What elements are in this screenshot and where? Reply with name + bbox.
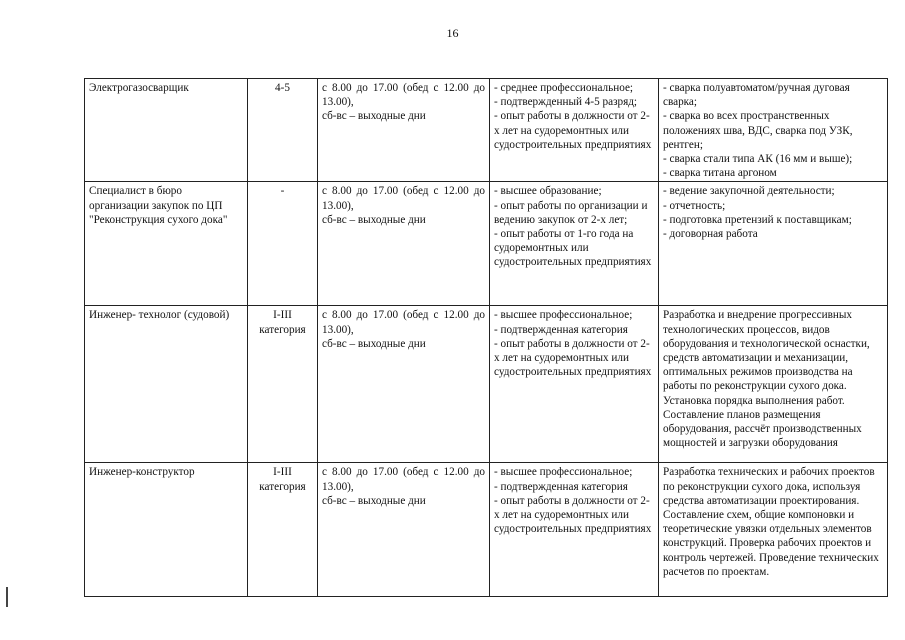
position-cell: Инженер-конструктор	[85, 463, 248, 597]
vacancies-table	[84, 78, 888, 597]
grade-cell: -	[248, 182, 318, 306]
position-cell: Инженер- технолог (судовой)	[85, 306, 248, 463]
table-row	[85, 79, 888, 182]
position-cell: Специалист в бюро организации закупок по ЦП "Реконструкция сухого дока"	[85, 182, 248, 306]
requirements-cell: - высшее профессиональное; - подтвержденная категория - опыт работы в должности от 2-х лет на судоремонтных или судостроительных предприятиях	[490, 306, 659, 463]
hours-cell: с 8.00 до 17.00 (обед с 12.00 до 13.00), сб-вс – выходные дни	[318, 306, 490, 463]
hours-cell: с 8.00 до 17.00 (обед с 12.00 до 13.00), сб-вс – выходные дни	[318, 79, 490, 182]
grade-cell: 4-5	[248, 79, 318, 182]
hours-cell: с 8.00 до 17.00 (обед с 12.00 до 13.00), сб-вс – выходные дни	[318, 182, 490, 306]
hours-cell: с 8.00 до 17.00 (обед с 12.00 до 13.00), сб-вс – выходные дни	[318, 463, 490, 597]
table-row	[85, 306, 888, 463]
duties-cell: - сварка полуавтоматом/ручная дуговая сварка; - сварка во всех пространственных положениях шва, ВДС, сварка под УЗК, рентген; - сварка стали типа АК (16 мм и выше); - сварка титана аргоном	[659, 79, 888, 182]
grade-cell: I-III категория	[248, 306, 318, 463]
position-cell: Электрогазосварщик	[85, 79, 248, 182]
scan-edge-mark	[6, 587, 8, 607]
table-row	[85, 463, 888, 597]
duties-cell: Разработка и внедрение прогрессивных технологических процессов, видов оборудования и технологической оснастки, средств автоматизации и механизации, оптимальных режимов производства на работы по реконструкции сухого дока. Установка порядка выполнения работ. Составление планов размещения оборудования, рассчёт производственных мощностей и загрузки оборудования	[659, 306, 888, 463]
table-row	[85, 182, 888, 306]
page-number: 16	[446, 26, 459, 40]
duties-cell: - ведение закупочной деятельности; - отчетность; - подготовка претензий к поставщикам; - договорная работа	[659, 182, 888, 306]
requirements-cell: - высшее профессиональное; - подтвержденная категория - опыт работы в должности от 2-х лет на судоремонтных или судостроительных предприятиях	[490, 463, 659, 597]
duties-cell: Разработка технических и рабочих проектов по реконструкции сухого дока, используя средства автоматизации проектирования. Составление схем, общие компоновки и теоретические увязки отдельных элементов конструкций. Проверка рабочих проектов и контроль чертежей. Проведение технических расчетов по проектам.	[659, 463, 888, 597]
grade-cell: I-III категория	[248, 463, 318, 597]
requirements-cell: - высшее образование; - опыт работы по организации и ведению закупок от 2-х лет; - опыт работы от 1-го года на судоремонтных или судостроительных предприятиях	[490, 182, 659, 306]
requirements-cell: - среднее профессиональное; - подтвержденный 4-5 разряд; - опыт работы в должности от 2-х лет на судоремонтных или судостроительных предприятиях	[490, 79, 659, 182]
